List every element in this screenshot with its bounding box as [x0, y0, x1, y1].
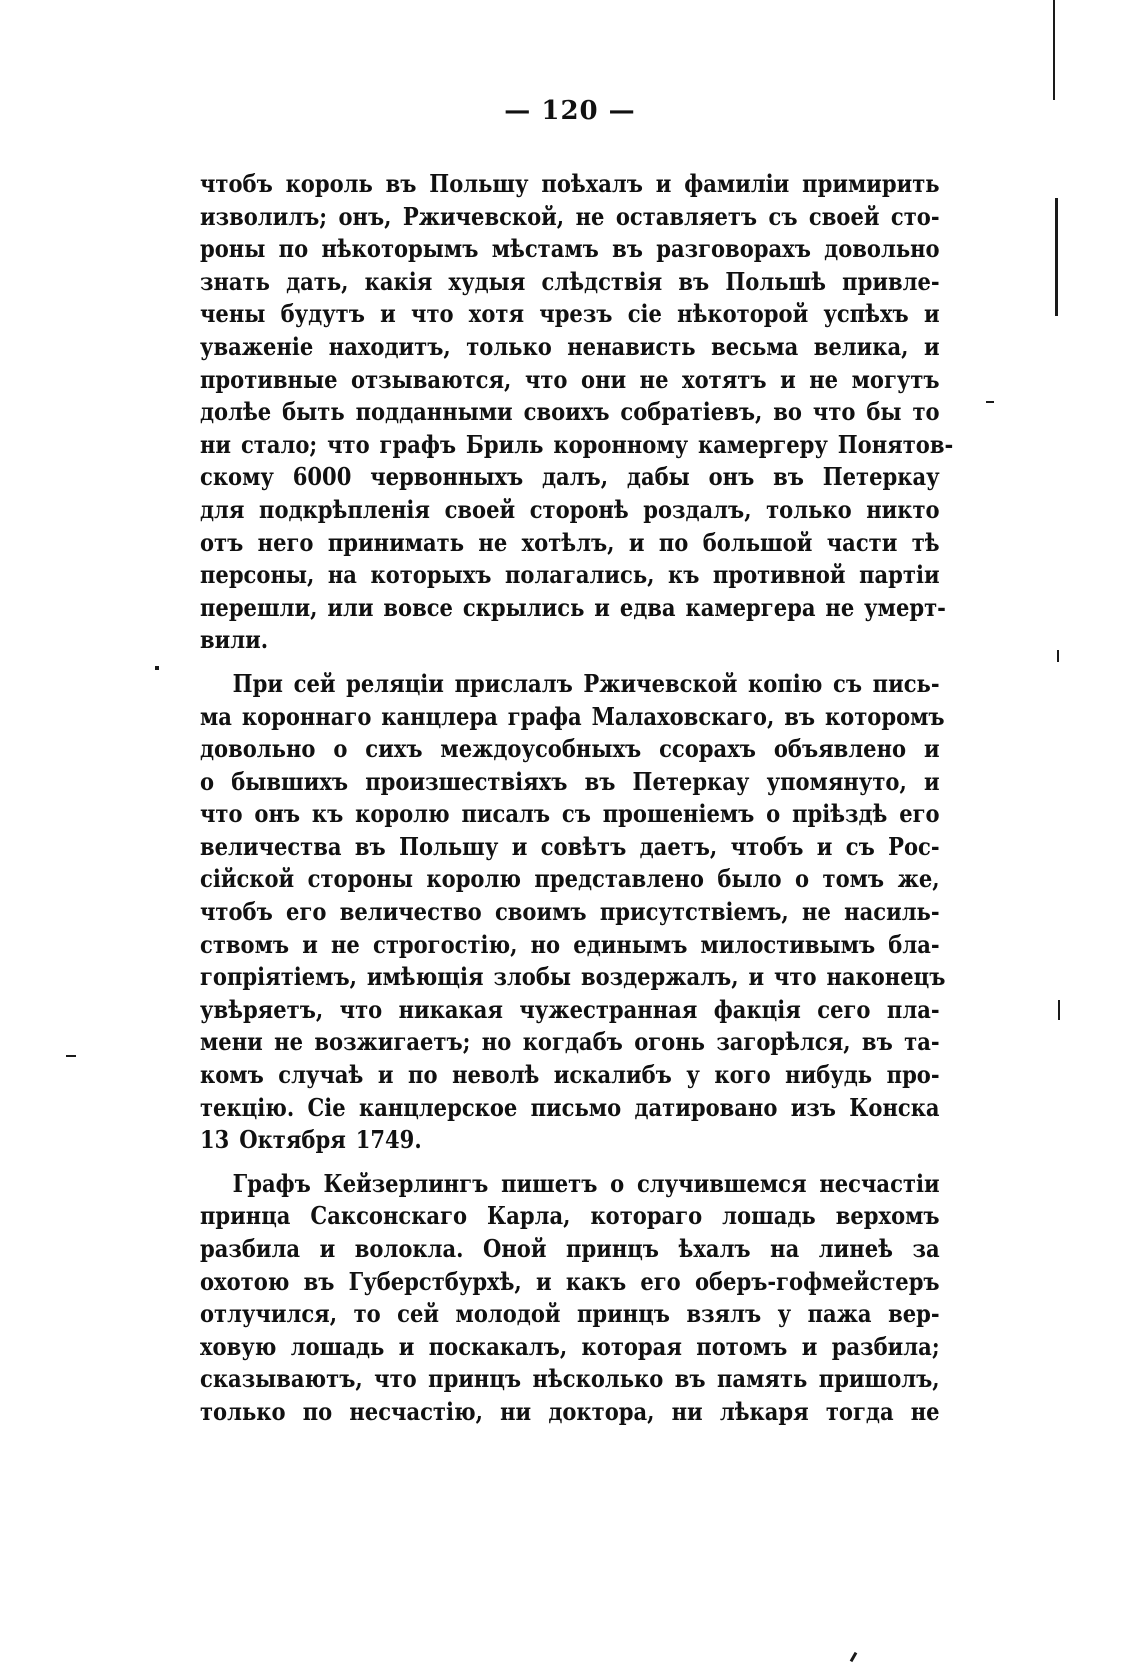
text-line: что онъ къ королю писалъ съ прошеніемъ о пріѣздѣ его [200, 799, 940, 829]
text-line: изволилъ; онъ, Ржичевской, не оставляетъ съ своей сто- [200, 201, 940, 231]
text-line: отлучился, то сей молодой принцъ взялъ у пажа вер- [200, 1299, 940, 1329]
scan-edge-line [1055, 198, 1058, 316]
text-line: персоны, на которыхъ полагались, къ противной партіи [200, 560, 940, 590]
paragraph-3 [200, 1168, 940, 1429]
text-line: охотою въ Губерстбурхѣ, и какъ его оберъ-гофмейстеръ [200, 1266, 940, 1296]
paragraph-2 [200, 668, 946, 1157]
scan-mark [155, 666, 159, 670]
text-line: отъ него принимать не хотѣлъ, и по большой части тѣ [200, 527, 940, 557]
text-line: чтобъ король въ Польшу поѣхалъ и фамиліи примирить [200, 169, 940, 198]
scan-mark [66, 1055, 76, 1057]
text-line: о бывшихъ произшествіяхъ въ Петеркау упомянуто, и [200, 766, 940, 796]
text-line: для подкрѣпленія своей сторонѣ роздалъ, только никто [200, 494, 940, 524]
text-line: ни стало; что графъ Бриль коронному камергеру Понятов- [200, 429, 954, 459]
text-line: только по несчастію, ни доктора, ни лѣкаря тогда не [200, 1396, 940, 1426]
text-line: роны по нѣкоторымъ мѣстамъ въ разговорахъ довольно [200, 234, 940, 264]
text-line: чтобъ его величество своимъ присутствіемъ, не насиль- [200, 897, 940, 927]
text-line: 13 Октября 1749. [200, 1125, 422, 1155]
text-line: принца Саксонскаго Карла, котораго лошадь верхомъ [200, 1201, 940, 1231]
text-line: Графъ Кейзерлингъ пишетъ о случившемся несчастіи [232, 1168, 940, 1198]
text-line: величества въ Польшу и совѣтъ даетъ, чтобъ и съ Рос- [200, 831, 940, 861]
text-line: увѣряетъ, что никакая чужестранная факція сего пла- [200, 994, 940, 1024]
text-line: сказываютъ, что принцъ нѣсколько въ память пришолъ, [200, 1364, 940, 1394]
text-line: уваженіе находитъ, только ненависть весьма велика, и [200, 331, 940, 361]
scan-mark [850, 1652, 858, 1662]
text-line: противные отзываются, что они не хотятъ и не могутъ [200, 364, 940, 394]
page-number: — 120 — [504, 96, 636, 126]
text-line: перешли, или вовсе скрылись и едва камергера не умерт- [200, 592, 946, 622]
text-line: разбила и волокла. Оной принцъ ѣхалъ на линеѣ за [200, 1234, 940, 1263]
text-line: гопріятіемъ, имѣющія злобы воздержалъ, и что наконецъ [200, 962, 946, 992]
paragraph-1 [200, 168, 954, 657]
text-line: довольно о сихъ междоусобныхъ ссорахъ объявлено и [200, 734, 940, 764]
text-line: скому 6000 червонныхъ далъ, дабы онъ въ Петеркау [200, 462, 940, 492]
text-line: чены будутъ и что хотя чрезъ сіе нѣкоторой успѣхъ и [200, 299, 940, 329]
scan-edge-line [1058, 1000, 1060, 1020]
scan-mark [986, 401, 994, 403]
text-line: ховую лошадь и поскакалъ, которая потомъ и разбила; [200, 1331, 940, 1361]
text-line: знать дать, какія худыя слѣдствія въ Польшѣ привле- [200, 266, 940, 296]
text-line: текцію. Сіе канцлерское письмо датировано изъ Конска [200, 1092, 940, 1122]
text-line: комъ случаѣ и по неволѣ искалибъ у кого нибудь про- [200, 1060, 940, 1090]
text-line: мени не возжигаетъ; но когдабъ огонь загорѣлся, въ та- [200, 1027, 940, 1057]
text-line: ствомъ и не строгостію, но единымъ милостивымъ бла- [200, 929, 940, 959]
text-line: сійской стороны королю представлено было о томъ же, [200, 864, 940, 894]
text-line: ма короннаго канцлера графа Малаховскаго, въ которомъ [200, 701, 945, 731]
text-line: вили. [200, 625, 269, 655]
main-text [200, 168, 954, 1429]
text-line: При сей реляціи прислалъ Ржичевской копію съ пись- [232, 668, 940, 698]
text-line: долѣе быть подданными своихъ собратіевъ, во что бы то [200, 397, 940, 427]
scan-edge-line [1053, 0, 1055, 100]
scan-edge-line [1057, 650, 1059, 662]
